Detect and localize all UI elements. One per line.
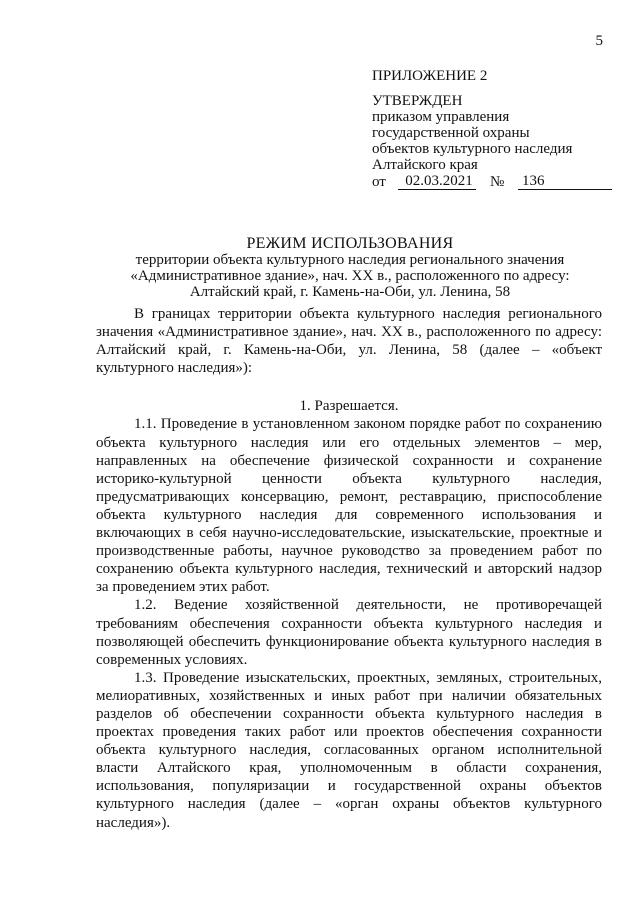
paragraph-1-3: 1.3. Проведение изыскательских, проектных, земляных, строительных, мелиоративных, хозяйственных и иных работ при наличии обязательных разделов об обеспечении сохранности объекта культурного наследия в проектах проведения таких работ или проектов обеспечения сохранности объекта культурного наследия, согласованных органом исполнительной власти Алтайского края, уполномоченным в области сохранения, использования, популяризации и государственной охраны объектов культурного наследия (далее – «орган охраны объектов культурного наследия»). <box>96 669 602 831</box>
approval-line: Алтайского края <box>372 157 478 173</box>
order-number: 136 <box>518 173 612 190</box>
paragraph-1-2: 1.2. Ведение хозяйственной деятельности, не противоречащей требованиям обеспечения сохранности объекта культурного наследия и позволяющей обеспечить функционирование объекта культурного наследия в современных условиях. <box>96 597 602 668</box>
from-label: от <box>372 174 386 190</box>
appendix-title: ПРИЛОЖЕНИЕ 2 <box>372 68 488 84</box>
header-line: Алтайский край, г. Камень-на-Оби, ул. Ленина, 58 <box>189 284 511 300</box>
approval-line: приказом управления <box>372 109 510 125</box>
header-line: «Административное здание», нач. XX в., расположенного по адресу: <box>130 268 570 284</box>
document-header <box>100 236 600 300</box>
page-number: 5 <box>595 33 603 49</box>
approval-line: государственной охраны <box>372 125 530 141</box>
approved-heading: УТВЕРЖДЕН <box>372 93 463 109</box>
order-date: 02.03.2021 <box>398 173 476 190</box>
number-sign: № <box>490 174 505 190</box>
header-line: территории объекта культурного наследия регионального значения <box>135 252 565 268</box>
intro-paragraph: В границах территории объекта культурного наследия регионального значения «Административное здание», нач. XX в., расположенного по адресу: Алтайский край, г. Камень-на-Оби, ул. Ленина, 58 (далее – «объект культурного наследия»): <box>96 306 602 377</box>
order-line <box>372 173 622 190</box>
section-title: 1. Разрешается. <box>299 398 399 415</box>
approval-line: объектов культурного наследия <box>372 141 573 157</box>
document-body <box>96 305 602 832</box>
paragraph-1-1: 1.1. Проведение в установленном законом порядке работ по сохранению объекта культурного наследия или его отдельных элементов – мер, направленных на обеспечение физической сохранности и сохранение историко-культурной ценности объекта культурного наследия, предусматривающих консервацию, ремонт, реставрацию, приспособление объекта культурного наследия для современного использования и включающих в себя научно-исследовательские, изыскательские, проектные и производственные работы, научное руководство за проведением работ по сохранению объекта культурного наследия, технический и авторский надзор за проведением этих работ. <box>96 416 602 596</box>
approval-stamp <box>372 68 622 190</box>
document-title: РЕЖИМ ИСПОЛЬЗОВАНИЯ <box>246 235 454 252</box>
